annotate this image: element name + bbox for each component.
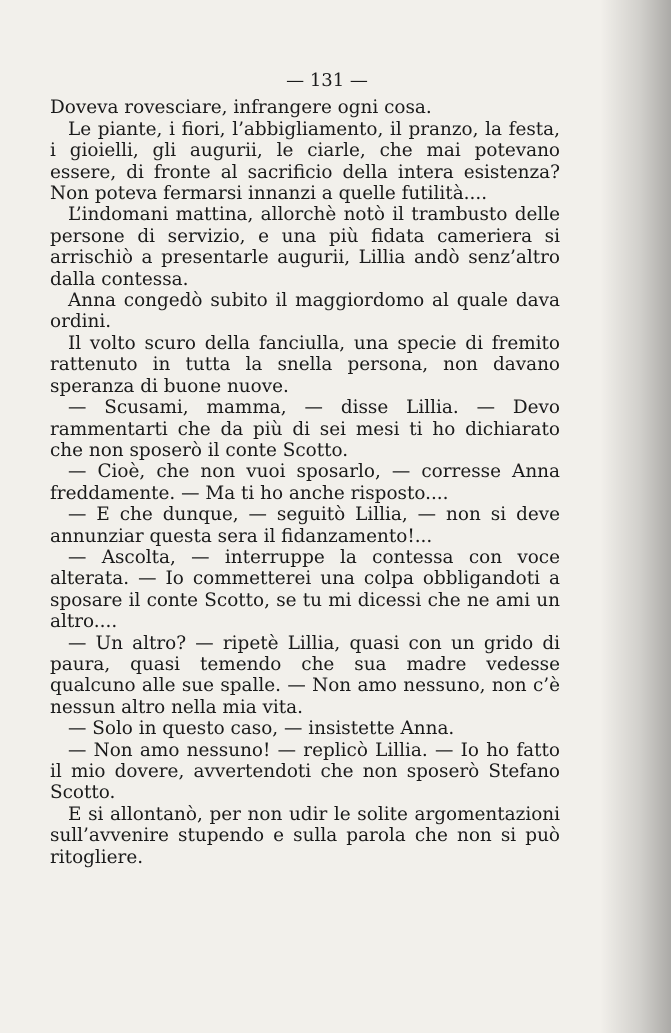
dialogue-line: — Un altro? — ripetè Lillia, quasi con un grido di paura, quasi temendo che sua madre vedesse qualcuno alle sue spalle. — Non amo nessuno, non c’è nessun altro nella mia vita. [50,632,560,718]
dialogue-line: — E che dunque, — seguitò Lillia, — non si deve annunziar questa sera il fidanzamento!... [50,504,560,547]
paragraph: Il volto scuro della fanciulla, una specie di fremito rattenuto in tutta la snella persona, non davano speranza di buone nuove. [50,332,560,397]
dialogue-line: — Ascolta, — interruppe la contessa con voce alterata. — Io commetterei una colpa obbligandoti a sposare il conte Scotto, se tu mi dicessi che ne ami un altro.... [50,546,560,633]
dialogue-line: — Scusami, mamma, — disse Lillia. — Devo rammentarti che da più di sei mesi ti ho dichiarato che non sposerò il conte Scotto. [50,397,560,461]
paragraph: Le piante, i fiori, l’abbigliamento, il pranzo, la festa, i gioielli, gli augurii, le ciarle, che mai potevano essere, di fronte al sacrificio della intera esistenza? Non poteva fermarsi innanzi a quelle futilità.... [50,118,560,205]
dialogue-line: — Cioè, che non vuoi sposarlo, — corresse Anna freddamente. — Ma ti ho anche risposto.... [50,461,560,504]
dialogue-line: — Non amo nessuno! — replicò Lillia. — Io ho fatto il mio dovere, avvertendoti che non sposerò Stefano Scotto. [50,739,560,804]
paragraph: Doveva rovesciare, infrangere ogni cosa. [50,97,432,119]
paragraph: E si allontanò, per non udir le solite argomentazioni sull’avvenire stupendo e sulla parola che non si può ritogliere. [50,803,560,868]
page-number: — 131 — [286,70,368,91]
dialogue-line: — Solo in questo caso, — insistette Anna. [68,718,455,740]
paragraph: Anna congedò subito il maggiordomo al quale dava ordini. [50,290,560,333]
paragraph: L’indomani mattina, allorchè notò il trambusto delle persone di servizio, e una più fidata cameriera si arrischiò a presentarle augurii, Lillia andò senz’altro dalla contessa. [50,204,560,290]
page-text [50,70,560,868]
